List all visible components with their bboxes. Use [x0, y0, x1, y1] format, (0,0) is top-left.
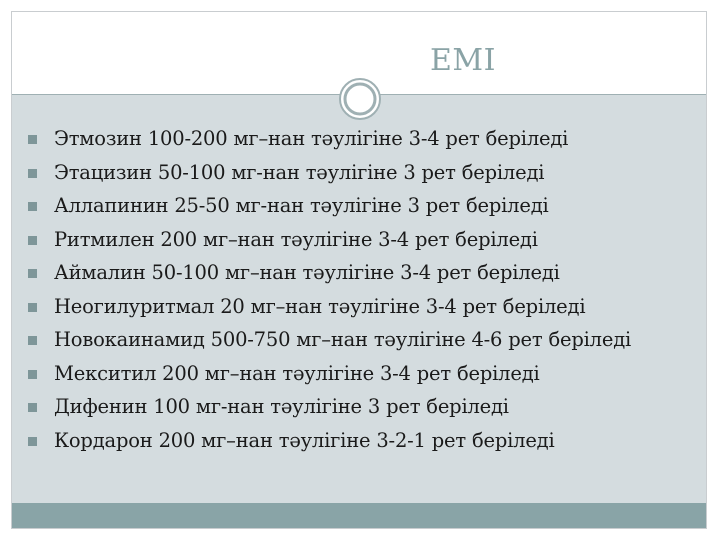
square-bullet-icon	[28, 303, 37, 312]
list-item-text: Этацизин 50-100 мг-нан тәулігіне 3 рет беріледі	[54, 160, 545, 184]
list-item	[28, 128, 688, 150]
slide-title: ЕМІ	[430, 43, 496, 78]
list-item-text: Кордарон 200 мг–нан тәулігіне 3-2-1 рет беріледі	[54, 428, 555, 452]
square-bullet-icon	[28, 169, 37, 178]
square-bullet-icon	[28, 437, 37, 446]
list-item-text: Этмозин 100-200 мг–нан тәулігіне 3-4 рет беріледі	[54, 127, 569, 150]
square-bullet-icon	[28, 135, 37, 144]
list-item	[28, 262, 688, 284]
list-item-text: Неогилуритмал 20 мг–нан тәулігіне 3-4 рет беріледі	[54, 294, 586, 318]
square-bullet-icon	[28, 202, 37, 211]
square-bullet-icon	[28, 236, 37, 245]
list-item	[28, 229, 688, 251]
square-bullet-icon	[28, 403, 37, 412]
list-item	[28, 195, 688, 217]
bottom-band	[12, 503, 706, 528]
list-item	[28, 162, 688, 184]
bullet-list	[28, 128, 688, 463]
list-item-text: Новокаинамид 500-750 мг–нан тәулігіне 4-6 рет беріледі	[54, 328, 632, 351]
list-item	[28, 296, 688, 318]
circle-ornament-icon	[338, 77, 382, 121]
square-bullet-icon	[28, 336, 37, 345]
list-item-text: Аймалин 50-100 мг–нан тәулігіне 3-4 рет беріледі	[54, 261, 560, 284]
list-item	[28, 396, 688, 418]
list-item	[28, 363, 688, 385]
square-bullet-icon	[28, 269, 37, 278]
square-bullet-icon	[28, 370, 37, 379]
list-item-text: Ритмилен 200 мг–нан тәулігіне 3-4 рет беріледі	[54, 227, 538, 251]
list-item-text: Дифенин 100 мг-нан тәулігіне 3 рет беріледі	[54, 395, 509, 418]
list-item	[28, 329, 688, 351]
list-item-text: Мекситил 200 мг–нан тәулігіне 3-4 рет беріледі	[54, 361, 540, 385]
list-item-text: Аллапинин 25-50 мг-нан тәулігіне 3 рет беріледі	[54, 194, 549, 217]
list-item	[28, 430, 688, 452]
